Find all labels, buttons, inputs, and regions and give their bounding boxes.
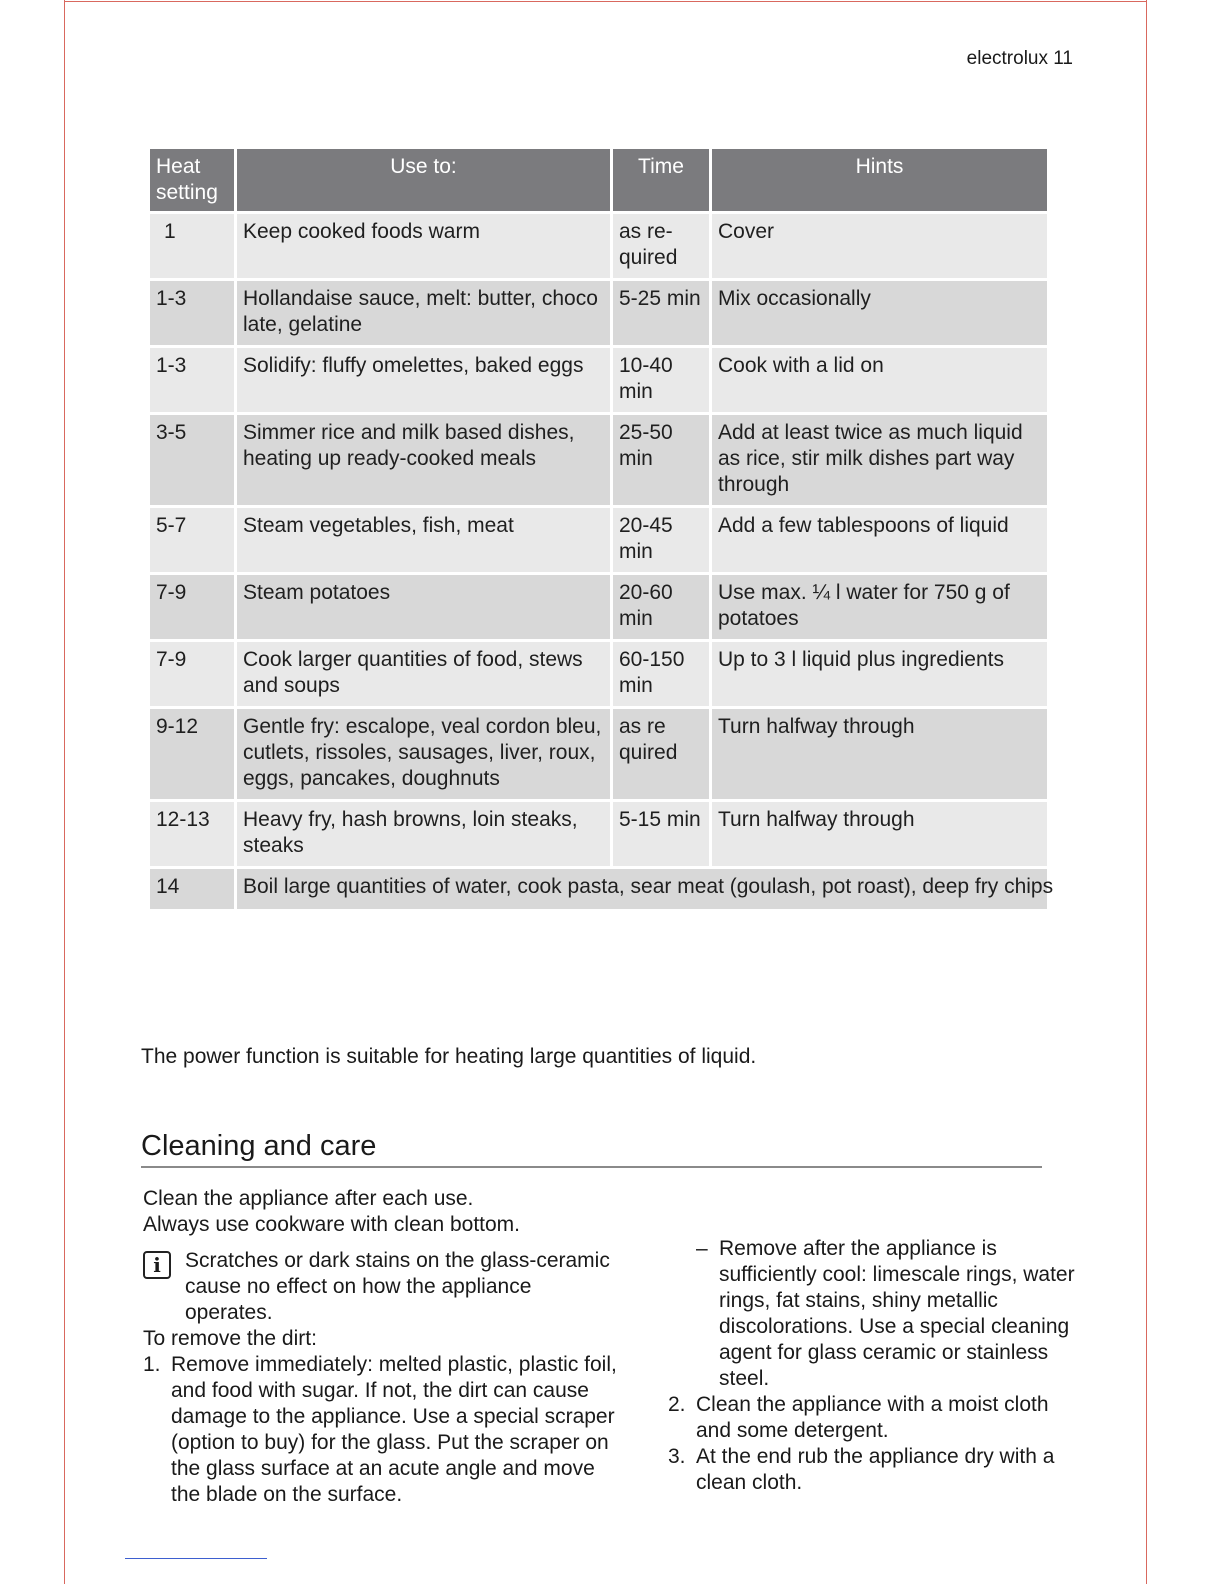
heat-cell: 3-5: [150, 415, 234, 505]
use-cell: Cook larger quantities of food, stews and soups: [237, 642, 610, 706]
hint-cell: Mix occasionally: [712, 281, 1047, 345]
table-row: [150, 642, 1047, 706]
time-cell: as re- quired: [613, 214, 709, 278]
hint-cell: Turn halfway through: [712, 802, 1047, 866]
hint-cell: Cover: [712, 214, 1047, 278]
heat-cell: 7-9: [150, 642, 234, 706]
use-cell: Boil large quantities of water, cook pasta, sear meat (goulash, pot roast), deep fry chips: [237, 869, 1047, 909]
heat-cell: 1-3: [150, 281, 234, 345]
intro-line: Clean the appliance after each use.: [143, 1187, 474, 1210]
heat-cell: 1: [150, 214, 234, 278]
step-item: [668, 1392, 1088, 1444]
time-cell: 5-25 min: [613, 281, 709, 345]
time-cell: 5-15 min: [613, 802, 709, 866]
remove-dirt-label: To remove the dirt:: [143, 1327, 317, 1350]
page-header: electrolux 11: [966, 48, 1073, 69]
page-frame-left: [64, 0, 65, 1584]
table-row: [150, 415, 1047, 505]
info-note: [143, 1248, 623, 1326]
dash-bullet: –: [696, 1237, 708, 1260]
heat-cell: 1-3: [150, 348, 234, 412]
heat-cell: 9-12: [150, 709, 234, 799]
power-function-note: The power function is suitable for heating large quantities of liquid.: [141, 1045, 757, 1068]
table-header-row: [150, 149, 1047, 211]
time-cell: 25-50 min: [613, 415, 709, 505]
step-number: 2.: [668, 1393, 686, 1416]
table-row: [150, 575, 1047, 639]
table-row: [150, 281, 1047, 345]
section-title: Cleaning and care: [141, 1130, 377, 1162]
table-row: [150, 709, 1047, 799]
table-row: [150, 214, 1047, 278]
hint-cell: Turn halfway through: [712, 709, 1047, 799]
page-frame-right: [1146, 0, 1147, 1584]
step-text: At the end rub the appliance dry with a clean cloth.: [696, 1445, 1055, 1494]
use-cell: Heavy fry, hash browns, loin steaks, steaks: [237, 802, 610, 866]
step-number: 1.: [143, 1353, 161, 1376]
hint-cell: Add a few tablespoons of liquid: [712, 508, 1047, 572]
use-cell: Hollandaise sauce, melt: butter, choco late, gelatine: [237, 281, 610, 345]
header-use-to: Use to:: [237, 149, 610, 211]
info-icon: i: [143, 1251, 171, 1279]
hint-cell: Add at least twice as much liquid as rice, stir milk dishes part way through: [712, 415, 1047, 505]
step-item: [143, 1352, 623, 1508]
time-cell: 10-40 min: [613, 348, 709, 412]
use-cell: Simmer rice and milk based dishes, heating up ready-cooked meals: [237, 415, 610, 505]
hint-cell: Up to 3 l liquid plus ingredients: [712, 642, 1047, 706]
info-text: Scratches or dark stains on the glass-ceramic cause no effect on how the appliance operates.: [185, 1249, 610, 1324]
step-text: Clean the appliance with a moist cloth and some detergent.: [696, 1393, 1049, 1442]
step-item: [668, 1444, 1088, 1496]
footer-link-line: [125, 1558, 267, 1559]
table-row: [150, 508, 1047, 572]
use-cell: Solidify: fluffy omelettes, baked eggs: [237, 348, 610, 412]
section-divider: [141, 1166, 1042, 1168]
table-row: [150, 348, 1047, 412]
cleaning-left-column: [143, 1186, 623, 1508]
use-cell: Gentle fry: escalope, veal cordon bleu, cutlets, rissoles, sausages, liver, roux, eggs, pancakes, doughnuts: [237, 709, 610, 799]
use-cell: Steam vegetables, fish, meat: [237, 508, 610, 572]
use-cell: Keep cooked foods warm: [237, 214, 610, 278]
heat-cell: 7-9: [150, 575, 234, 639]
heat-cell: 12-13: [150, 802, 234, 866]
table-row: [150, 869, 1047, 909]
step-sub-item: [668, 1236, 1088, 1392]
time-cell: as re quired: [613, 709, 709, 799]
hint-cell: Use max. ¼ l water for 750 g of potatoes: [712, 575, 1047, 639]
header-hints: Hints: [712, 149, 1047, 211]
cleaning-right-column: [668, 1184, 1088, 1496]
time-cell: 60-150 min: [613, 642, 709, 706]
use-cell: Steam potatoes: [237, 575, 610, 639]
step-text: Remove immediately: melted plastic, plastic foil, and food with sugar. If not, the dirt can cause damage to the appliance. Use a special scraper (option to buy) for the glass. Put the scraper on the glass surface at an acute angle and move the blade on the surface.: [171, 1353, 617, 1506]
time-cell: 20-60 min: [613, 575, 709, 639]
hint-cell: Cook with a lid on: [712, 348, 1047, 412]
sub-step-text: Remove after the appliance is sufficiently cool: limescale rings, water rings, fat stains, shiny metallic discolorations. Use a special cleaning agent for glass ceramic or stainless steel.: [719, 1237, 1075, 1390]
page-frame-top: [64, 1, 1147, 2]
header-time: Time: [613, 149, 709, 211]
table-row: [150, 802, 1047, 866]
intro-line: Always use cookware with clean bottom.: [143, 1213, 521, 1236]
heat-setting-table: [147, 146, 1054, 912]
heat-cell: 14: [150, 869, 234, 909]
header-heat-setting: Heat setting: [150, 149, 234, 211]
heat-cell: 5-7: [150, 508, 234, 572]
step-number: 3.: [668, 1445, 686, 1468]
time-cell: 20-45 min: [613, 508, 709, 572]
